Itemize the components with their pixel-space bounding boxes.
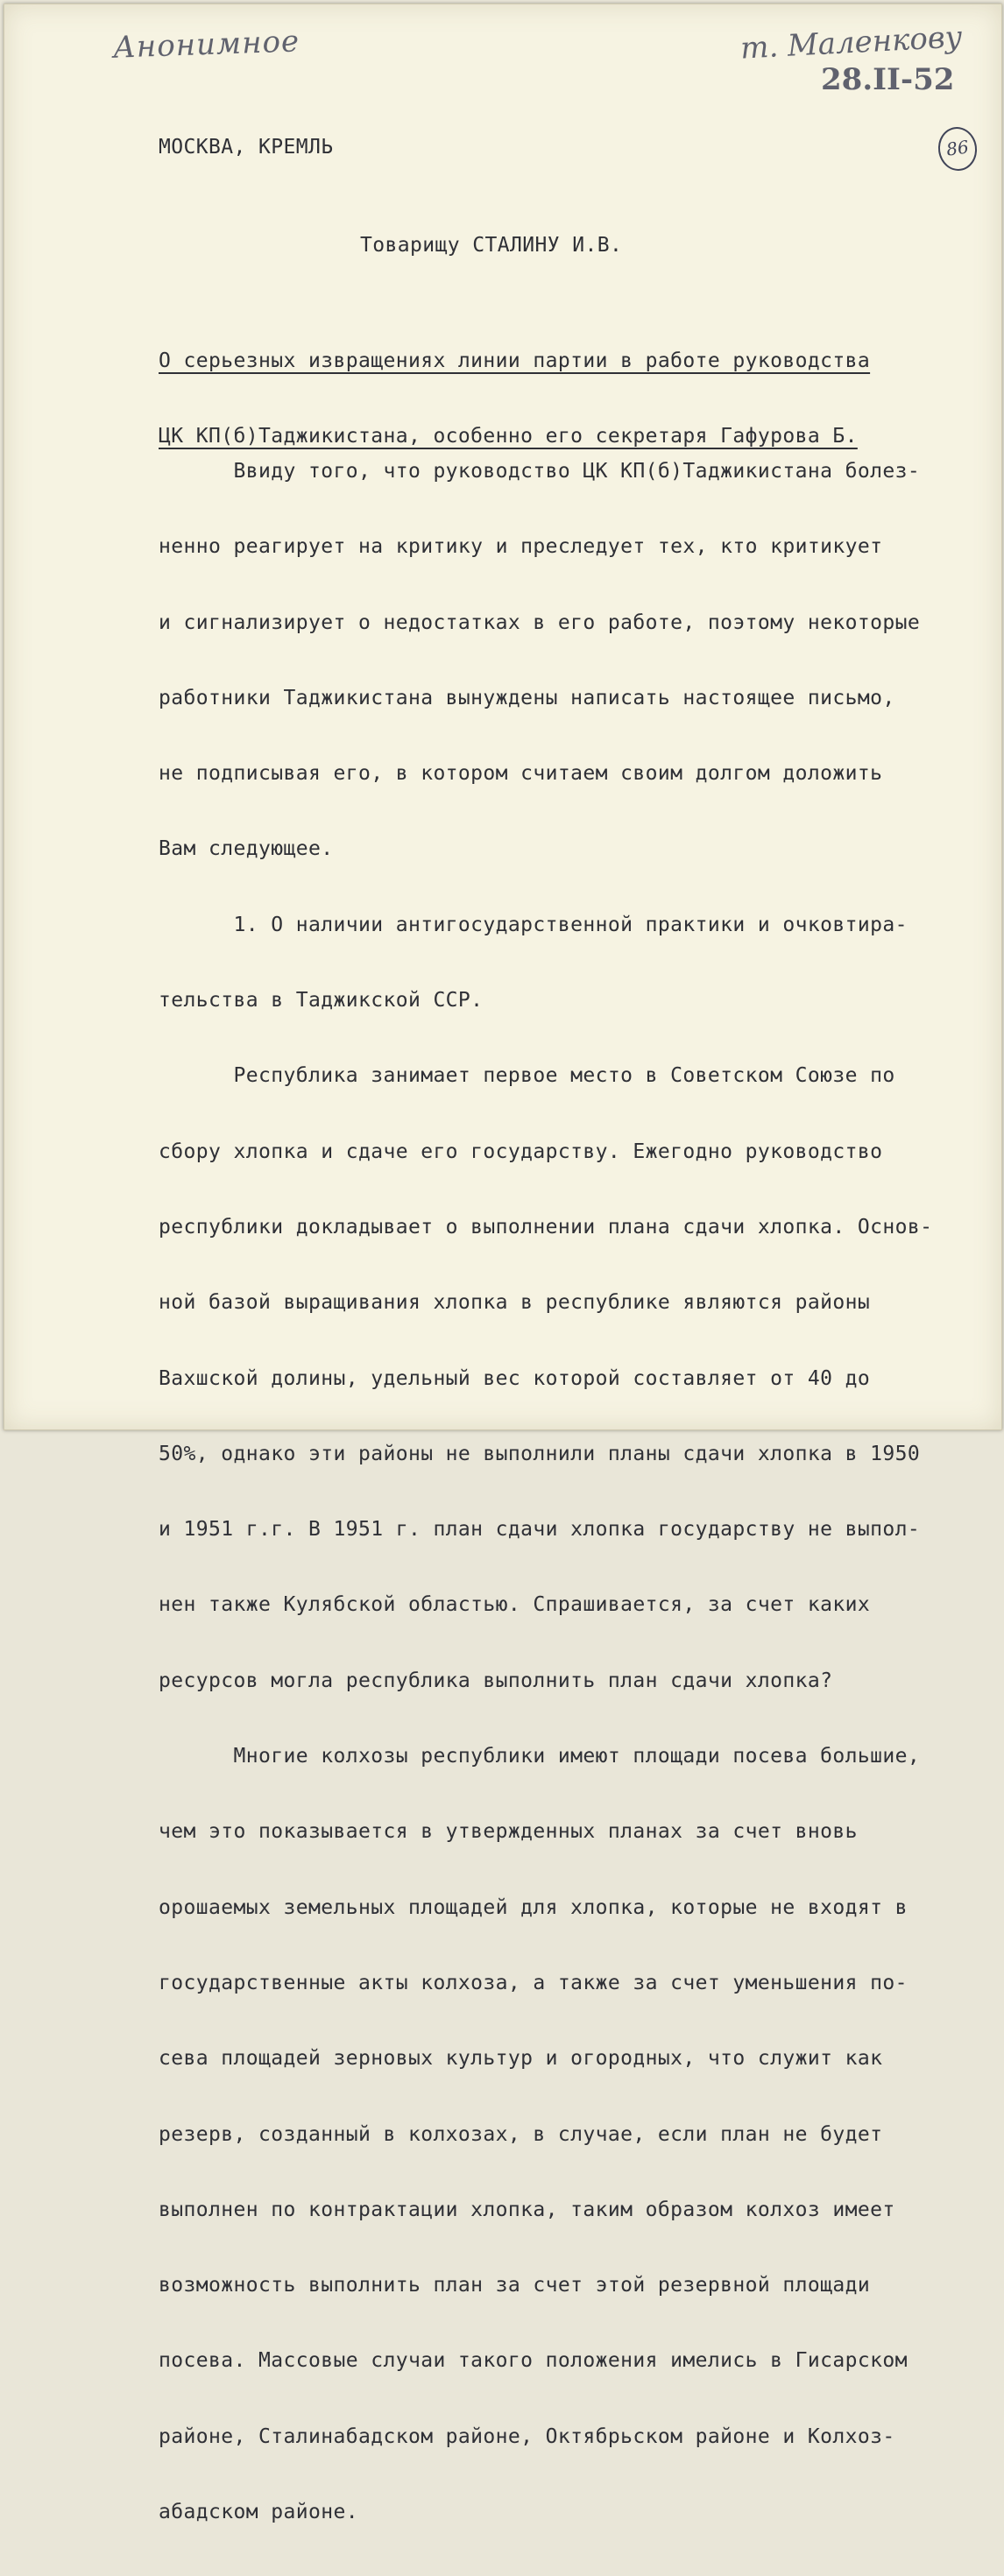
- letter-body: [159, 414, 932, 2576]
- salutation: Товарищу СТАЛИНУ И.В.: [360, 234, 623, 257]
- sheet-number-stamp: 86: [936, 124, 980, 173]
- body-line: сбору хлопка и сдаче его государству. Ежегодно руководство: [159, 1140, 883, 1163]
- body-line: возможность выполнить план за счет этой резервной площади: [159, 2274, 871, 2297]
- handwritten-note-anonymous: Анонимное: [112, 24, 300, 66]
- body-line: 1. О наличии антигосударственной практики и очковтира-: [159, 913, 908, 936]
- address-line: МОСКВА, КРЕМЛЬ: [159, 136, 334, 159]
- body-line: работники Таджикистана вынуждены написать настоящее письмо,: [159, 686, 895, 709]
- subject-line: ЦК КП(б)Таджикистана, особенно его секретаря Гафурова Б.: [159, 425, 858, 448]
- body-line: Ввиду того, что руководство ЦК КП(б)Таджикистана болез-: [159, 460, 921, 483]
- body-line: Республика занимает первое место в Советском Союзе по: [159, 1064, 895, 1088]
- body-line: Многие колхозы республики имеют площади посева большие,: [159, 1745, 921, 1768]
- handwritten-date: 28.II-52: [821, 62, 955, 97]
- body-line: нен также Кулябской областью. Спрашивается, за счет каких: [159, 1593, 871, 1617]
- body-line: ненно реагирует на критику и преследует тех, кто критикует: [159, 535, 883, 559]
- subject-line: О серьезных извращениях линии партии в работе руководства: [159, 349, 871, 372]
- body-line: чем это показывается в утвержденных планах за счет вновь: [159, 1820, 858, 1844]
- body-line: абадском районе.: [159, 2501, 358, 2524]
- document-page: [4, 4, 1002, 2524]
- body-line: Вам следующее.: [159, 837, 334, 861]
- body-line: государственные акты колхоза, а также за счет уменьшения по-: [159, 1971, 908, 1994]
- body-line: республики докладывает о выполнении плана сдачи хлопка. Основ-: [159, 1215, 933, 1239]
- body-line: районе, Сталинабадском районе, Октябрьском районе и Колхоз-: [159, 2424, 895, 2448]
- body-line: 50%, однако эти районы не выполнили планы сдачи хлопка в 1950: [159, 1442, 921, 1465]
- body-line: ресурсов могла республика выполнить план сдачи хлопка?: [159, 1669, 833, 1692]
- body-line: тельства в Таджикской ССР.: [159, 989, 484, 1013]
- body-line: и 1951 г.г. В 1951 г. план сдачи хлопка государству не выпол-: [159, 1518, 921, 1542]
- body-line: ной базой выращивания хлопка в республике являются районы: [159, 1291, 871, 1315]
- body-line: выполнен по контрактации хлопка, таким образом колхоз имеет: [159, 2198, 895, 2221]
- body-line: орошаемых земельных площадей для хлопка, которые не входят в: [159, 1895, 908, 1919]
- body-line: Вахшской долины, удельный вес которой составляет от 40 до: [159, 1366, 871, 1390]
- body-line: посева. Массовые случаи такого положения имелись в Гисарском: [159, 2349, 908, 2373]
- handwritten-note-recipient: т. Маленкову: [739, 19, 964, 67]
- body-line: сева площадей зерновых культур и огородных, что служит как: [159, 2047, 883, 2071]
- body-line: и сигнализирует о недостатках в его работе, поэтому некоторые: [159, 610, 921, 634]
- body-line: резерв, созданный в колхозах, в случае, если план не будет: [159, 2122, 883, 2146]
- body-line: не подписывая его, в котором считаем своим долгом доложить: [159, 762, 883, 786]
